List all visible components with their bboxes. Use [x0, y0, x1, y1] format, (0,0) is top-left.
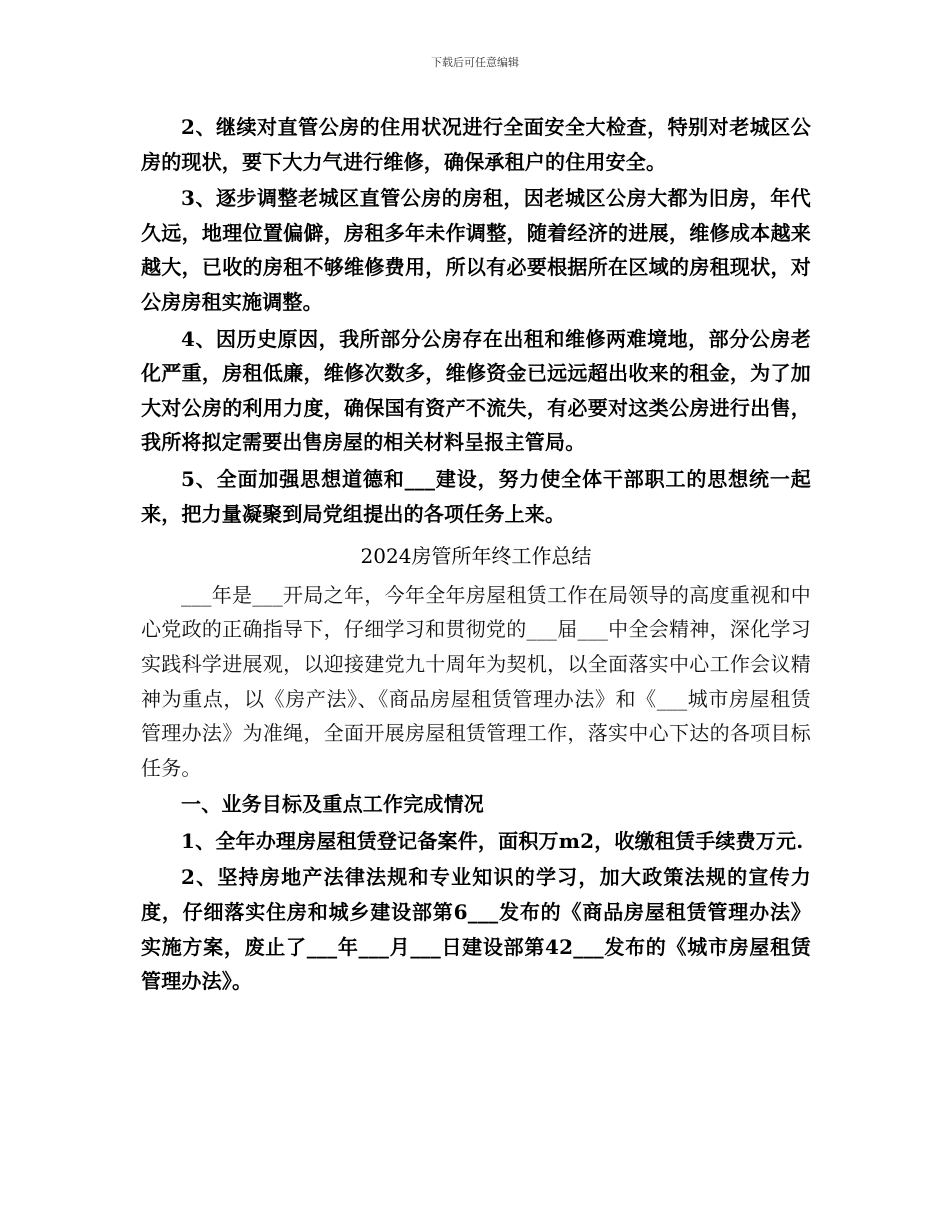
paragraph-item-4: 4、因历史原因，我所部分公房存在出租和维修两难境地，部分公房老化严重，房租低廉，维修次数多，维修资金已远远超出收来的租金，为了加大对公房的利用力度，确保国有资产不流失，有必要对这类公房进行出售，我所将拟定需要出售房屋的相关材料呈报主管局。 — [141, 326, 811, 455]
document-body — [141, 110, 811, 999]
work-item-1: 1、全年办理房屋租赁登记备案件，面积万m2，收缴租赁手续费万元. — [181, 828, 804, 853]
intro-paragraph: ___年是___开局之年，今年全年房屋租赁工作在局领导的高度重视和中心党政的正确指导下，仔细学习和贯彻党的___届___中全会精神，深化学习实践科学进展观，以迎接建党九十周年为契机，以全面落实中心工作会议精神为重点，以《房产法》、《商品房屋租赁管理办法》和《___城市房屋租赁管理办法》为准绳，全面开展房屋租赁管理工作，落实中心下达的各项目标任务。 — [141, 582, 811, 780]
page-header-note: 下载后可任意编辑 — [431, 56, 519, 69]
paragraph-item-2: 2、继续对直管公房的住用状况进行全面安全大检查，特别对老城区公房的现状，要下大力气进行维修，确保承租户的住用安全。 — [141, 115, 811, 174]
section-heading-1: 一、业务目标及重点工作完成情况 — [181, 792, 484, 817]
section-title: 2024房管所年终工作总结 — [360, 544, 592, 569]
work-item-2: 2、坚持房地产法律法规和专业知识的学习，加大政策法规的宣传力度，仔细落实住房和城乡建设部第6___发布的《商品房屋租赁管理办法》实施方案，废止了___年___月___日建设部第42___发布的《城市房屋租赁管理办法》。 — [141, 865, 811, 994]
paragraph-item-5: 5、全面加强思想道德和___建设，努力使全体干部职工的思想统一起来，把力量凝聚到局党组提出的各项任务上来。 — [141, 466, 811, 526]
paragraph-item-3: 3、逐步调整老城区直管公房的房租，因老城区公房大都为旧房，年代久远，地理位置偏僻，房租多年未作调整，随着经济的进展，维修成本越来越大，已收的房租不够维修费用，所以有必要根据所在区域的房租现状，对公房房租实施调整。 — [141, 186, 811, 314]
